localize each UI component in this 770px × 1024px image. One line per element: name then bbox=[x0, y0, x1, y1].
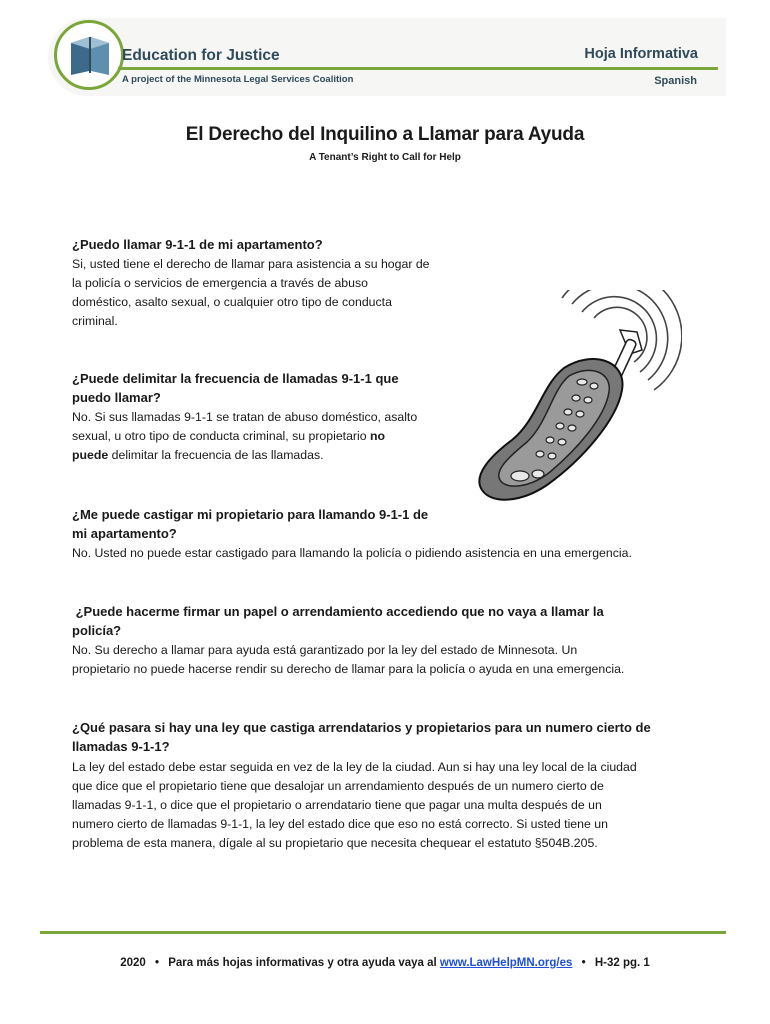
question-3 bbox=[72, 505, 428, 543]
answer-line bbox=[72, 446, 417, 465]
question-line: ¿Me puede castigar mi propietario para llamando 9-1-1 de bbox=[72, 507, 429, 522]
answer-line: numero cierto de llamadas 9-1-1, la ley del estado dice que eso no está correcto. Si usted tiene un bbox=[72, 817, 608, 831]
answer-line: la policía o servicios de emergencia a través de abuso bbox=[72, 276, 368, 290]
question-line: mi apartamento? bbox=[72, 526, 177, 541]
language-label: Spanish bbox=[654, 75, 697, 87]
question-line: policía? bbox=[72, 623, 122, 638]
question-line: puedo llamar? bbox=[72, 390, 161, 405]
bullet-separator: • bbox=[581, 957, 586, 969]
cell-phone-illustration bbox=[472, 290, 682, 510]
answer-line bbox=[72, 427, 417, 446]
answer-1 bbox=[72, 255, 430, 331]
question-line: llamadas 9-1-1? bbox=[72, 739, 170, 754]
doc-type: Hoja Informativa bbox=[584, 46, 698, 62]
answer-4 bbox=[72, 641, 624, 679]
question-line: ¿Qué pasara si hay una ley que castiga arrendatarios y propietarios para un numero cierto de bbox=[72, 720, 651, 735]
question-4 bbox=[72, 602, 604, 640]
footer-text: Para más hojas informativas y otra ayuda vaya al bbox=[168, 957, 440, 969]
answer-text: sexual, u otro tipo de conducta criminal, su propietario bbox=[72, 429, 371, 443]
answer-line: que dice que el propietario tiene que desalojar un arrendamiento después de un numero cierto de bbox=[72, 779, 604, 793]
answer-line: No. Usted no puede estar castigado para llamando la policía o pidiendo asistencia en una emergencia. bbox=[72, 546, 632, 560]
question-line: ¿Puede delimitar la frecuencia de llamadas 9-1-1 que bbox=[72, 371, 399, 386]
question-line: ¿Puedo llamar 9-1-1 de mi apartamento? bbox=[72, 237, 323, 252]
answer-line: La ley del estado debe estar seguida en vez de la ley de la ciudad. Aun si hay una ley local de la ciudad bbox=[72, 760, 637, 774]
brand-title: Education for Justice bbox=[122, 47, 280, 64]
bullet-separator: • bbox=[155, 957, 160, 969]
header-rule bbox=[118, 67, 718, 70]
answer-line: criminal. bbox=[72, 314, 118, 328]
answer-line: No. Su derecho a llamar para ayuda está garantizado por la ley del estado de Minnesota. Un bbox=[72, 643, 578, 657]
brand-subtitle: A project of the Minnesota Legal Services Coalition bbox=[122, 74, 354, 85]
footer-year: 2020 bbox=[120, 957, 146, 969]
question-5 bbox=[72, 718, 651, 756]
answer-line: llamadas 9-1-1, o dice que el propietario o arrendatario tiene que pagar una multa después de un bbox=[72, 798, 602, 812]
answer-3 bbox=[72, 544, 632, 563]
footer bbox=[0, 957, 770, 969]
answer-line: propietario no puede hacerse rendir su derecho de llamar para la policía o ayuda en una emergencia. bbox=[72, 662, 625, 676]
footer-rule bbox=[40, 931, 726, 934]
question-1 bbox=[72, 235, 323, 254]
page-subtitle: A Tenant’s Right to Call for Help bbox=[309, 152, 461, 163]
answer-line: problema de esta manera, dígale al su propietario que necesita chequear el estatuto §504B.205. bbox=[72, 836, 598, 850]
footer-page-code: H-32 pg. 1 bbox=[594, 957, 650, 969]
answer-line: doméstico, asalto sexual, o cualquier otro tipo de conducta bbox=[72, 295, 392, 309]
question-line: ¿Puede hacerme firmar un papel o arrendamiento accediendo que no vaya a llamar la bbox=[72, 604, 604, 619]
answer-text: delimitar la frecuencia de las llamadas. bbox=[108, 448, 324, 462]
book-logo-icon bbox=[67, 35, 113, 77]
answer-line: Si, usted tiene el derecho de llamar para asistencia a su hogar de bbox=[72, 257, 430, 271]
answer-emphasis: puede bbox=[72, 448, 109, 462]
answer-5 bbox=[72, 758, 637, 853]
question-2 bbox=[72, 369, 399, 407]
logo bbox=[54, 20, 124, 90]
answer-emphasis: no bbox=[370, 429, 386, 443]
answer-line: No. Si sus llamadas 9-1-1 se tratan de abuso doméstico, asalto bbox=[72, 410, 418, 424]
page-title: El Derecho del Inquilino a Llamar para Ayuda bbox=[185, 124, 585, 145]
footer-link[interactable]: www.LawHelpMN.org/es bbox=[439, 957, 573, 969]
answer-2 bbox=[72, 408, 417, 465]
